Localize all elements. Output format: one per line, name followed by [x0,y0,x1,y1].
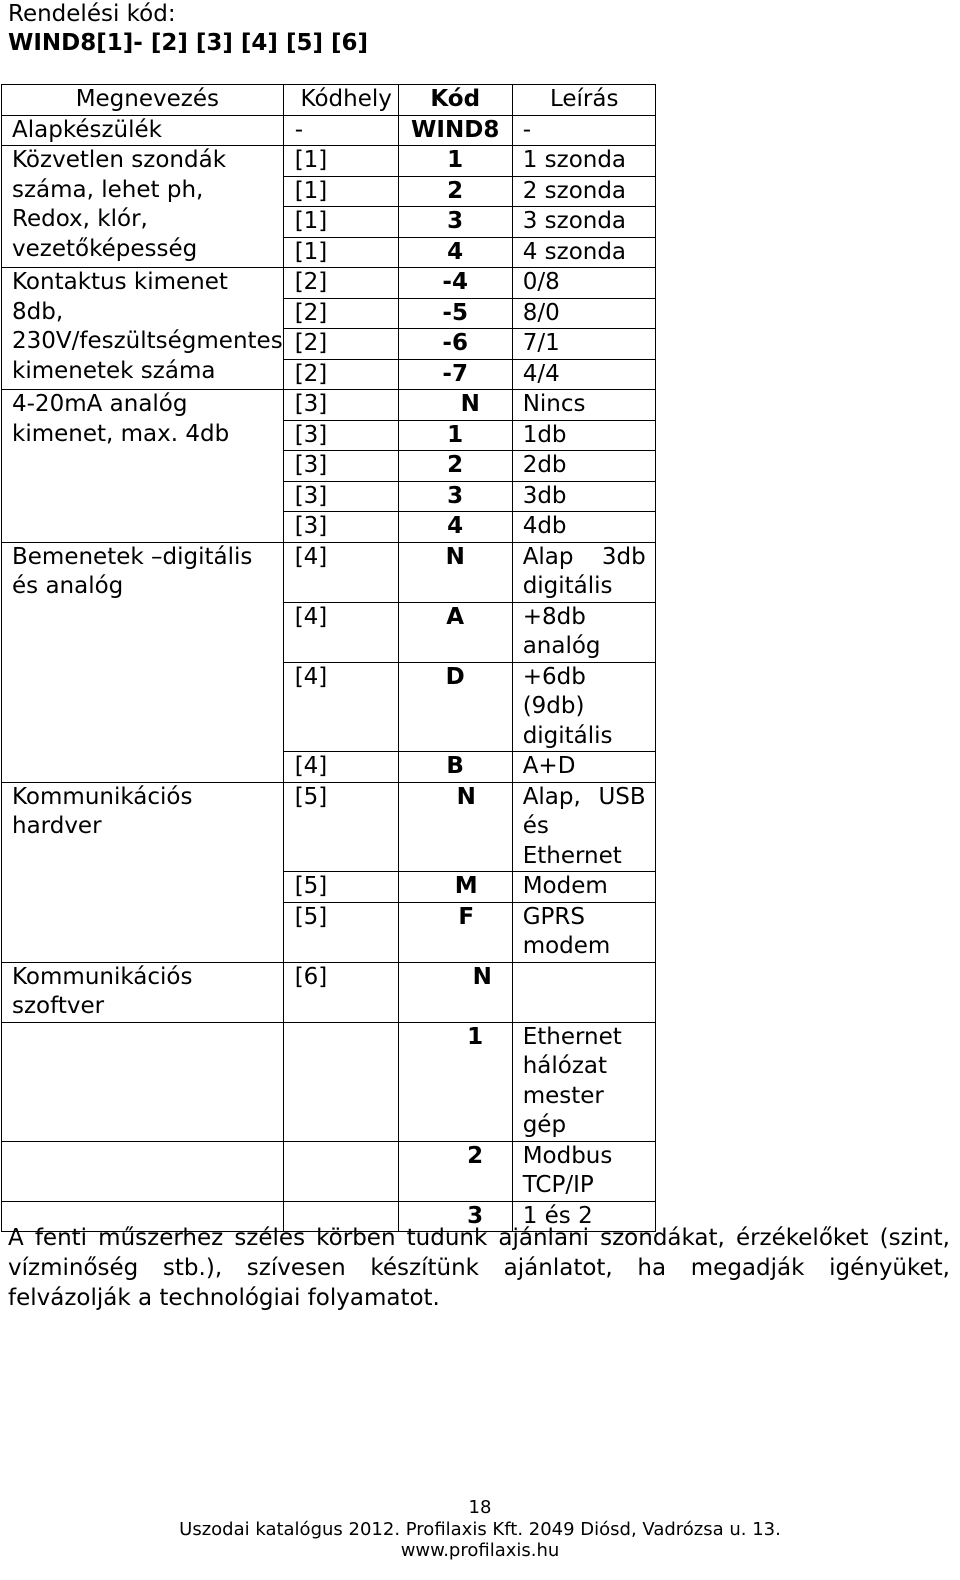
code-position-cell: [4] [283,542,398,602]
code-position-cell: [4] [283,662,398,752]
description-cell: 2 szonda [512,176,655,207]
code-position-cell [283,1141,398,1201]
header-description: Leírás [512,85,655,116]
code-position-cell: [4] [283,752,398,783]
page-footer [0,1497,960,1562]
code-position-cell: [2] [283,329,398,360]
description-cell: Alap, USB és Ethernet [512,782,655,872]
description-cell: 1 szonda [512,146,655,177]
description-cell: 2db [512,451,655,482]
code-position-cell: [3] [283,512,398,543]
description-cell: +8db analóg [512,602,655,662]
note-paragraph: A fenti műszerhez széles körben tudunk ajánlani szondákat, érzékelőket (szint, vízminőség stb.), szívesen készítünk ajánlatot, ha megadják igényüket, felvázolják a technológiai folyamatot. [8,1225,950,1311]
table-row [2,268,656,299]
description-cell: 1 és 2 [512,1201,655,1232]
description-cell: Modbus TCP/IP [512,1141,655,1201]
code-cell: -4 [398,268,512,299]
group-name-empty [2,1022,284,1141]
table-row [2,542,656,602]
code-cell: 4 [398,512,512,543]
description-cell: Nincs [512,390,655,421]
group-name: Alapkészülék [2,115,284,146]
code-position-cell: [5] [283,872,398,903]
page-number: 18 [468,1497,492,1518]
code-position-cell: [5] [283,902,398,962]
code-cell: 2 [398,1141,512,1201]
code-cell: WIND8 [398,115,512,146]
table-row [2,782,656,872]
code-position-cell: [3] [283,451,398,482]
code-position-cell: [5] [283,782,398,872]
code-position-cell: [3] [283,420,398,451]
code-cell: 3 [398,481,512,512]
code-cell: N [398,782,512,872]
code-cell: 3 [398,207,512,238]
code-position-cell: [1] [283,207,398,238]
group-name-empty [2,1141,284,1201]
code-cell: D [398,662,512,752]
order-code-pattern: WIND8[1]- [2] [3] [4] [5] [6] [8,30,369,56]
description-cell [512,962,655,1022]
code-cell: M [398,872,512,903]
table-row [2,962,656,1022]
code-cell: N [398,542,512,602]
code-position-cell [283,1022,398,1141]
description-cell: 3db [512,481,655,512]
table-row [2,1022,656,1141]
code-cell: 3 [398,1201,512,1232]
description-cell: 4/4 [512,359,655,390]
table-row [2,115,656,146]
table-header-row [2,85,656,116]
table-body [2,115,656,1232]
code-cell: 1 [398,420,512,451]
code-cell: A [398,602,512,662]
code-cell: 4 [398,237,512,268]
code-position-cell: - [283,115,398,146]
header-position: Kódhely [283,85,398,116]
group-name: Bemenetek –digitális és analóg [2,542,284,782]
code-position-cell: [2] [283,359,398,390]
code-cell: 2 [398,451,512,482]
code-position-cell: [1] [283,146,398,177]
order-code-table [1,84,656,1232]
code-position-cell: [2] [283,298,398,329]
description-cell: Alap 3db digitális [512,542,655,602]
footer-website: www.profilaxis.hu [400,1540,560,1561]
code-cell: -7 [398,359,512,390]
description-cell: Modem [512,872,655,903]
description-cell: 1db [512,420,655,451]
order-code-heading [8,0,368,58]
code-position-cell: [4] [283,602,398,662]
description-cell: Ethernet hálózat mester gép [512,1022,655,1141]
group-name: 4-20mA analóg kimenet, max. 4db [2,390,284,543]
description-cell: 0/8 [512,268,655,299]
code-position-cell: [1] [283,237,398,268]
description-cell: 7/1 [512,329,655,360]
code-position-cell: [6] [283,962,398,1022]
group-name: Kommunikációs hardver [2,782,284,962]
table-row [2,390,656,421]
header-code: Kód [398,85,512,116]
header-name: Megnevezés [2,85,284,116]
code-cell: -5 [398,298,512,329]
code-position-cell: [1] [283,176,398,207]
description-cell: 8/0 [512,298,655,329]
code-position-cell: [3] [283,481,398,512]
code-cell: 1 [398,146,512,177]
code-cell: F [398,902,512,962]
description-cell: 4db [512,512,655,543]
table-row [2,146,656,177]
footer-address: Uszodai katalógus 2012. Profilaxis Kft. 2049 Diósd, Vadrózsa u. 13. [179,1518,781,1540]
code-cell: N [398,962,512,1022]
code-cell: B [398,752,512,783]
code-position-cell: [3] [283,390,398,421]
code-cell: N [398,390,512,421]
description-cell: 4 szonda [512,237,655,268]
description-cell: +6db (9db) digitális [512,662,655,752]
group-name: Kontaktus kimenet 8db, 230V/feszültségmentes kimenetek száma [2,268,284,390]
code-position-cell: [2] [283,268,398,299]
group-name: Közvetlen szondák száma, lehet ph, Redox, klór, vezetőképesség [2,146,284,268]
description-cell: A+D [512,752,655,783]
description-cell: GPRS modem [512,902,655,962]
code-cell: -6 [398,329,512,360]
description-cell: 3 szonda [512,207,655,238]
group-name: Kommunikációs szoftver [2,962,284,1022]
description-cell: - [512,115,655,146]
code-cell: 2 [398,176,512,207]
code-cell: 1 [398,1022,512,1141]
order-code-label: Rendelési kód: [8,1,176,27]
table-row [2,1141,656,1201]
